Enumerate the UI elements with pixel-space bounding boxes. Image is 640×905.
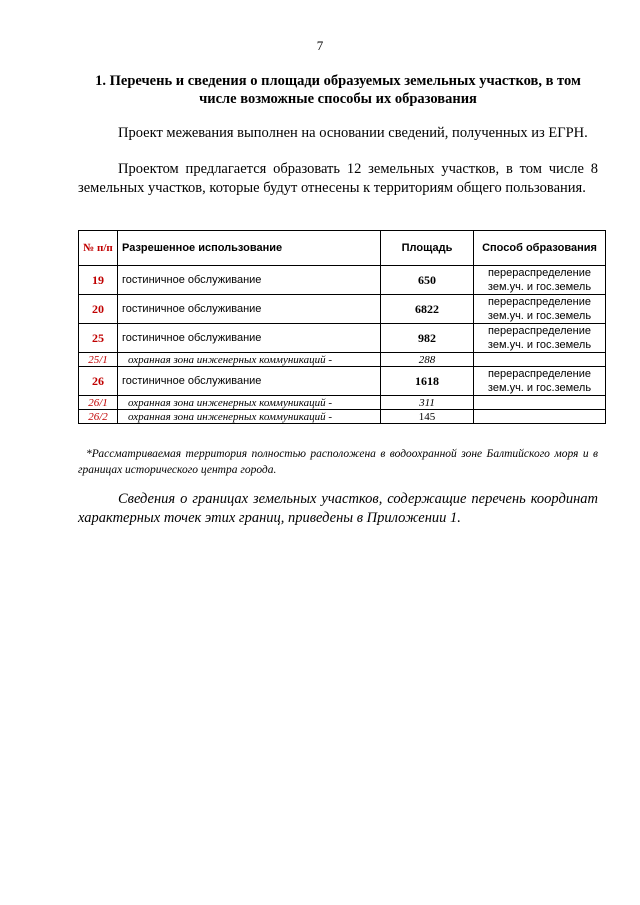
row-method	[474, 410, 606, 424]
row-num: 26	[79, 367, 118, 396]
row-area: 650	[381, 266, 474, 295]
land-plots-table	[78, 230, 606, 424]
paragraph-appendix: Сведения о границах земельных участков, содержащие перечень координат характерных точек этих границ, приведены в Приложении 1.	[78, 491, 598, 526]
paragraph-plots: Проектом предлагается образовать 12 земельных участков, в том числе 8 земельных участков, которые будут отнесены к территориям общего пользования.	[78, 161, 598, 196]
row-area: 6822	[381, 295, 474, 324]
table-row	[79, 367, 606, 396]
table-row	[79, 324, 606, 353]
row-method: перераспределение зем.уч. и гос.земель	[474, 295, 606, 324]
row-num: 20	[79, 295, 118, 324]
row-use: гостиничное обслуживание	[118, 266, 381, 295]
footnote: *Рассматриваемая территория полностью расположена в водоохранной зоне Балтийского моря и в границах исторического центра города.	[78, 448, 598, 476]
row-area: 982	[381, 324, 474, 353]
row-use: гостиничное обслуживание	[118, 324, 381, 353]
paragraph-source: Проект межевания выполнен на основании сведений, полученных из ЕГРН.	[118, 125, 588, 141]
table-row	[79, 396, 606, 410]
row-area: 288	[381, 353, 474, 367]
row-method: перераспределение зем.уч. и гос.земель	[474, 266, 606, 295]
row-use: охранная зона инженерных коммуникаций -	[118, 410, 381, 424]
row-num: 26/1	[79, 396, 118, 410]
header-method: Способ образования	[474, 231, 606, 266]
row-num: 19	[79, 266, 118, 295]
page-number: 7	[316, 38, 324, 53]
header-area: Площадь	[381, 231, 474, 266]
row-num: 26/2	[79, 410, 118, 424]
table-row	[79, 295, 606, 324]
row-use: охранная зона инженерных коммуникаций -	[118, 396, 381, 410]
table-header-row	[79, 231, 606, 266]
row-method: перераспределение зем.уч. и гос.земель	[474, 324, 606, 353]
header-use: Разрешенное использование	[118, 231, 381, 266]
row-method	[474, 353, 606, 367]
row-use: гостиничное обслуживание	[118, 367, 381, 396]
row-num: 25	[79, 324, 118, 353]
section-heading: 1. Перечень и сведения о площади образуемых земельных участков, в том числе возможные способы их образования	[95, 73, 581, 107]
header-num: № п/п	[79, 231, 118, 266]
table-row	[79, 410, 606, 424]
row-use: охранная зона инженерных коммуникаций -	[118, 353, 381, 367]
row-num: 25/1	[79, 353, 118, 367]
row-area: 145	[381, 410, 474, 424]
row-area: 1618	[381, 367, 474, 396]
row-use: гостиничное обслуживание	[118, 295, 381, 324]
row-method: перераспределение зем.уч. и гос.земель	[474, 367, 606, 396]
row-area: 311	[381, 396, 474, 410]
table-row	[79, 353, 606, 367]
row-method	[474, 396, 606, 410]
table-row	[79, 266, 606, 295]
